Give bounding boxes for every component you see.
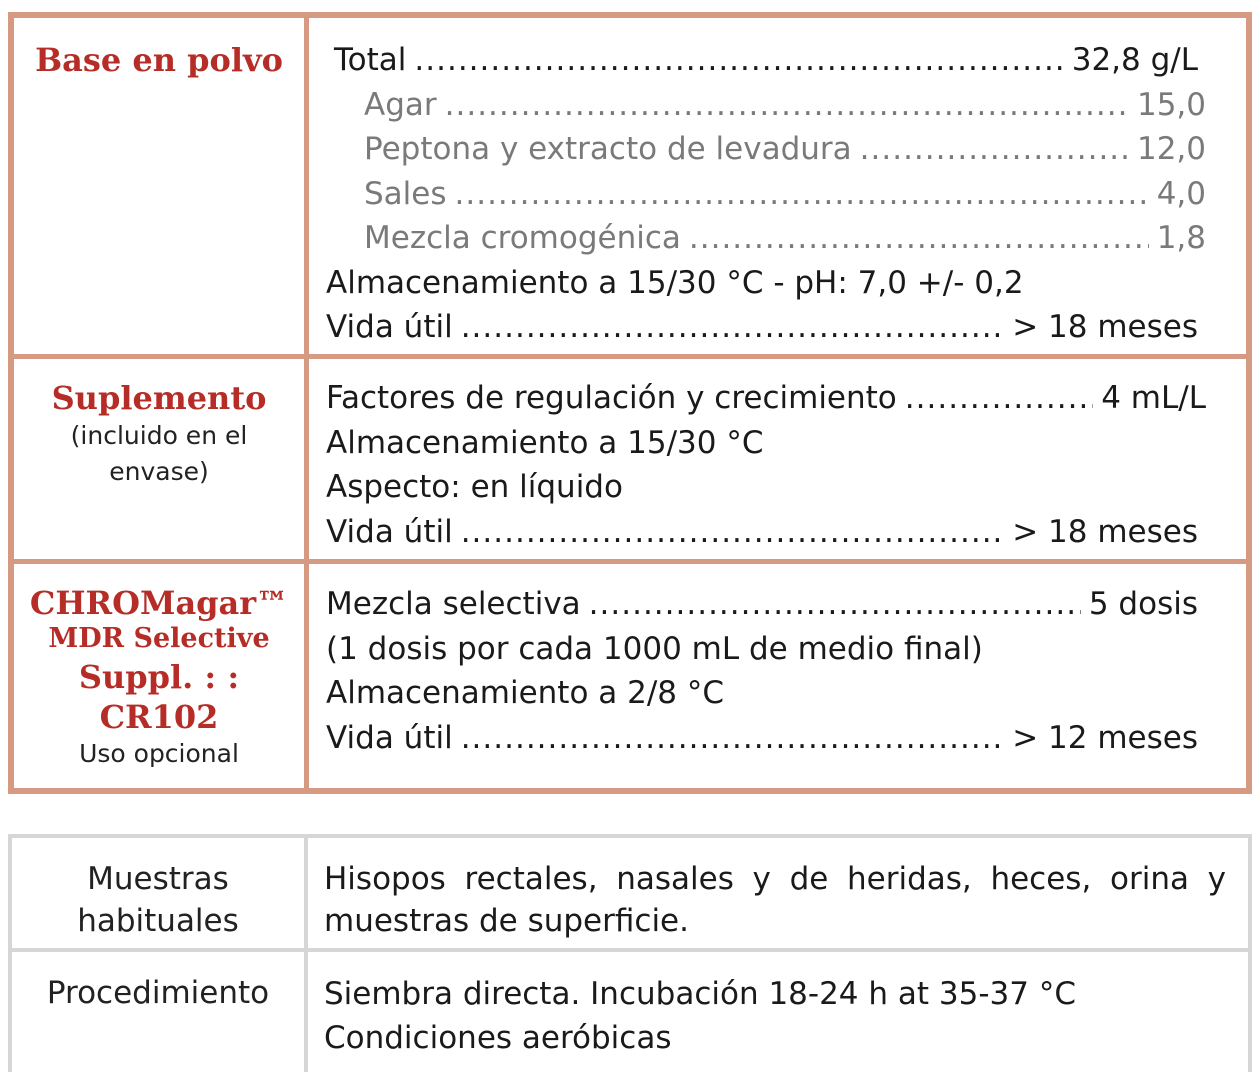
component-value: 4,0 xyxy=(1156,175,1206,212)
factors-row xyxy=(326,376,1206,421)
optional-label-product: MDR Selective xyxy=(48,623,270,654)
factors-value: 4 mL/L xyxy=(1101,380,1206,416)
base-label: Base en polvo xyxy=(35,41,283,79)
leader-dots xyxy=(689,216,1149,261)
mix-value: 5 dosis xyxy=(1088,586,1198,622)
leader-dots xyxy=(461,716,1005,761)
shelf-life-label: Vida útil xyxy=(326,719,453,756)
supplement-note: (incluido en el envase) xyxy=(70,421,248,486)
shelf-life-label: Vida útil xyxy=(326,309,453,345)
mix-label: Mezcla selectiva xyxy=(326,586,581,622)
supplement-shelf-life-row xyxy=(326,510,1198,555)
shelf-life-value: > 18 meses xyxy=(1012,513,1198,550)
procedure-line2: Condiciones aeróbicas xyxy=(324,1020,672,1056)
composition-table xyxy=(8,12,1252,794)
shelf-life-value: > 12 meses xyxy=(1012,719,1198,756)
info-table xyxy=(8,834,1252,1072)
component-value: 1,8 xyxy=(1156,220,1206,256)
component-label: Mezcla cromogénica xyxy=(364,220,681,256)
leader-dots xyxy=(461,510,1005,555)
leader-dots xyxy=(905,376,1093,421)
leader-dots xyxy=(455,172,1149,217)
base-storage: Almacenamiento a 15/30 °C - pH: 7,0 +/- 0,2 xyxy=(326,264,1024,301)
optional-shelf-life-row xyxy=(326,716,1198,761)
optional-note: Uso opcional xyxy=(79,739,239,768)
component-row xyxy=(326,216,1206,261)
component-row xyxy=(326,127,1206,172)
optional-storage: Almacenamiento a 2/8 °C xyxy=(326,675,725,711)
dose-note: (1 dosis por cada 1000 mL de medio final) xyxy=(326,630,983,667)
optional-label-cell xyxy=(14,584,304,772)
column-divider xyxy=(304,18,309,788)
component-row xyxy=(326,83,1206,128)
samples-text: Hisopos rectales, nasales y de heridas, heces, orina y muestras de superficie. xyxy=(324,861,1226,939)
supplement-storage: Almacenamiento a 15/30 °C xyxy=(326,424,764,461)
base-shelf-life-row xyxy=(326,305,1198,350)
base-total-row xyxy=(326,38,1198,83)
component-label: Peptona y extracto de levadura xyxy=(364,131,852,167)
base-total-label: Total xyxy=(334,42,407,78)
supplement-aspect: Aspecto: en líquido xyxy=(326,469,623,505)
column-divider xyxy=(304,838,308,1072)
component-value: 12,0 xyxy=(1136,131,1206,167)
leader-dots xyxy=(445,83,1129,128)
shelf-life-label: Vida útil xyxy=(326,513,453,550)
samples-label-cell xyxy=(12,858,304,942)
samples-label-line2: habituales xyxy=(77,903,239,939)
optional-label-suppl: Suppl. : : xyxy=(78,658,240,696)
supplement-content xyxy=(326,376,1206,554)
component-label: Agar xyxy=(364,86,437,123)
leader-dots xyxy=(860,127,1129,172)
leader-dots xyxy=(461,305,1005,350)
base-total-value: 32,8 g/L xyxy=(1071,42,1198,78)
supplement-label-cell xyxy=(14,378,304,490)
component-label: Sales xyxy=(364,175,447,212)
supplement-label: Suplemento xyxy=(51,379,267,417)
optional-content xyxy=(326,582,1198,760)
factors-label: Factores de regulación y crecimiento xyxy=(326,380,897,416)
samples-label-line1: Muestras xyxy=(87,861,229,897)
optional-label-code: CR102 xyxy=(99,698,219,736)
shelf-life-value: > 18 meses xyxy=(1012,309,1198,345)
row-divider xyxy=(12,948,1248,952)
procedure-label: Procedimiento xyxy=(46,975,270,1011)
row-divider xyxy=(14,354,1246,359)
row-divider xyxy=(14,559,1246,564)
optional-label-brand: CHROMagar™ xyxy=(29,584,289,622)
leader-dots xyxy=(414,38,1063,83)
procedure-line1: Siembra directa. Incubación 18-24 h at 35-37 °C xyxy=(324,976,1076,1012)
mix-row xyxy=(326,582,1198,627)
leader-dots xyxy=(589,582,1081,627)
component-value: 15,0 xyxy=(1136,86,1206,123)
procedure-label-cell xyxy=(12,972,304,1014)
base-label-cell xyxy=(14,40,304,80)
procedure-content xyxy=(324,972,1226,1060)
base-content xyxy=(326,38,1206,350)
component-row xyxy=(326,172,1206,217)
